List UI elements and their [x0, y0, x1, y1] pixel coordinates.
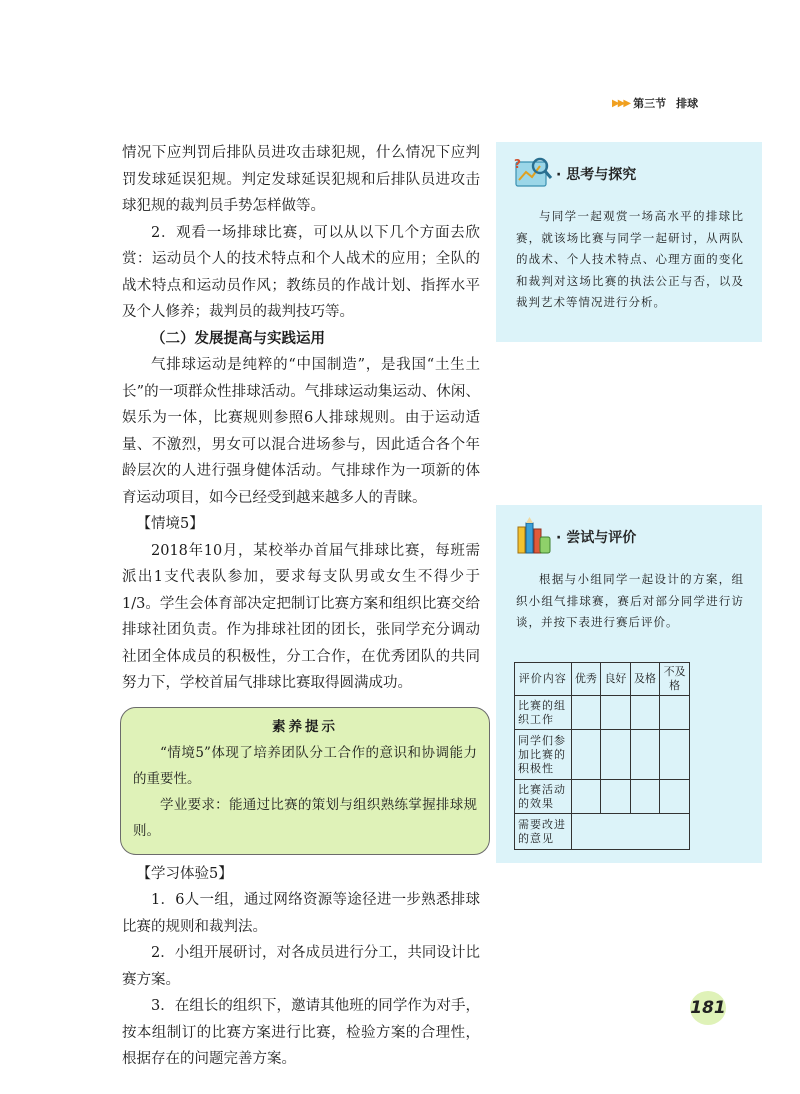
- table-cell: [630, 780, 660, 814]
- paragraph-scenario: 2018年10月，某校举办首届气排球比赛，每班需派出1支代表队参加，要求每支队男或女生不得少于1/3。学生会体育部决定把制订比赛方案和组织比赛交给排球社团负责。作为排球社团的团长，张同学充分调动社团全体成员的积极性，分工合作，在优秀团队的共同努力下，学校首届气排球比赛取得圆满成功。: [122, 542, 480, 691]
- section-label: 第三节: [633, 97, 667, 110]
- paragraph-watch-match: 2．观看一场排球比赛，可以从以下几个方面去欣赏：运动员个人的技术特点和个人战术的应用；全队的战术特点和运动员作风；教练员的作战计划、指挥水平及个人修养；裁判员的裁判技巧等。: [122, 224, 480, 320]
- table-header-cell: 评价内容: [515, 663, 572, 696]
- think-explore-paragraph: 与同学一起观赏一场高水平的排球比赛，就该场比赛与同学一起研讨，从两队的战术、个人技术特点、心理方面的变化和裁判对这场比赛的执法公正与否，以及裁判艺术等情况进行分析。: [516, 209, 744, 309]
- tip-line-2: 学业要求：能通过比赛的策划与组织熟练掌握排球规则。: [133, 796, 477, 839]
- think-explore-title: · 思考与探究: [556, 167, 637, 183]
- try-evaluate-box: [496, 505, 762, 863]
- table-header-cell: 及格: [630, 663, 660, 696]
- table-cell: [601, 730, 631, 780]
- paragraph-continued: 情况下应判罚后排队员进攻击球犯规，什么情况下应判罚发球延误犯规。判定发球延误犯规和后排队员进攻击球犯规的裁判员手势怎样做等。: [122, 145, 480, 214]
- subsection-heading: （二）发展提高与实践运用: [151, 330, 325, 347]
- pencils-icon: [510, 517, 554, 557]
- table-header-row: [515, 663, 690, 696]
- page-number: 181: [690, 991, 726, 1025]
- table-row: [515, 696, 690, 730]
- main-column: [122, 140, 480, 1073]
- table-header-cell: 良好: [601, 663, 631, 696]
- think-explore-box: [496, 142, 762, 342]
- table-row-label: 比赛的组织工作: [515, 696, 572, 730]
- experience-item-2: 2．小组开展研讨，对各成员进行分工，共同设计比赛方案。: [122, 945, 480, 988]
- table-header-cell: 优秀: [571, 663, 601, 696]
- svg-text:?: ?: [514, 157, 521, 171]
- literacy-tip-box: [120, 707, 490, 855]
- table-cell: [660, 730, 690, 780]
- table-cell: [571, 780, 601, 814]
- topic-label: 排球: [676, 97, 699, 110]
- experience-item-1: 1．6人一组，通过网络资源等途径进一步熟悉排球比赛的规则和裁判法。: [122, 892, 480, 935]
- table-row-label: 同学们参加比赛的积极性: [515, 730, 572, 780]
- tip-title: 素养提示: [272, 718, 338, 735]
- table-cell: [660, 780, 690, 814]
- try-evaluate-text: [516, 569, 744, 634]
- running-header: [612, 95, 698, 111]
- scenario-tag: 【情境5】: [136, 516, 204, 532]
- paragraph-air-volleyball: 气排球运动是纯粹的“中国制造”，是我国“土生土长”的一项群众性排球活动。气排球运动集运动、休闲、娱乐为一体，比赛规则参照6人排球规则。由于运动适量、不激烈，男女可以混合进场参与，因此适合各个年龄层次的人进行强身健体活动。气排球作为一项新的体育运动项目，如今已经受到越来越多人的青睐。: [122, 357, 480, 506]
- think-explore-header: [510, 154, 636, 194]
- table-row: [515, 730, 690, 780]
- table-cell: [571, 730, 601, 780]
- table-row: [515, 814, 690, 850]
- table-cell-merged: [571, 814, 689, 850]
- table-cell: [630, 730, 660, 780]
- evaluation-table: [514, 662, 690, 850]
- table-cell: [660, 696, 690, 730]
- table-row: [515, 780, 690, 814]
- table-cell: [571, 696, 601, 730]
- try-evaluate-title: · 尝试与评价: [556, 530, 637, 546]
- table-header-cell: 不及格: [660, 663, 690, 696]
- table-row-label: 比赛活动的效果: [515, 780, 572, 814]
- try-evaluate-paragraph: 根据与小组同学一起设计的方案，组织小组气排球赛，赛后对部分同学进行访谈，并按下表进行赛后评价。: [516, 572, 744, 629]
- table-cell: [630, 696, 660, 730]
- triple-arrow-icon: ▶▶▶: [612, 97, 630, 109]
- think-explore-text: [516, 206, 744, 314]
- table-cell: [601, 780, 631, 814]
- try-evaluate-header: [510, 517, 636, 557]
- table-cell: [601, 696, 631, 730]
- magnifier-question-icon: [510, 154, 554, 194]
- table-row-label: 需要改进的意见: [515, 814, 572, 850]
- experience-tag: 【学习体验5】: [136, 865, 233, 882]
- experience-item-3: 3．在组长的组织下，邀请其他班的同学作为对手，按本组制订的比赛方案进行比赛，检验方案的合理性，根据存在的问题完善方案。: [122, 998, 480, 1067]
- tip-line-1: “情境5”体现了培养团队分工合作的意识和协调能力的重要性。: [133, 744, 477, 787]
